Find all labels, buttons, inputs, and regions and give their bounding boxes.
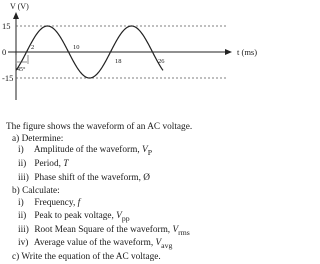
x-axis-label: t (ms) bbox=[237, 47, 258, 57]
item-symbol: V bbox=[155, 238, 162, 249]
question-text bbox=[6, 122, 250, 264]
part-a-item bbox=[6, 173, 250, 187]
phase-label: 45° bbox=[17, 67, 26, 73]
time-marker-26: 26 bbox=[158, 58, 165, 65]
x-axis-arrow bbox=[225, 49, 232, 55]
item-text: Average value of the waveform, bbox=[33, 238, 156, 249]
y-axis-arrow bbox=[13, 12, 19, 19]
part-a-item bbox=[6, 159, 250, 173]
item-text: Peak to peak voltage, bbox=[34, 211, 117, 222]
part-b-heading bbox=[6, 186, 250, 198]
item-text: Root Mean Square of the waveform, bbox=[34, 224, 173, 235]
item-symbol: T bbox=[63, 158, 69, 169]
part-b-item bbox=[6, 198, 250, 212]
y-tick-0: 0 bbox=[2, 47, 7, 57]
time-marker-18: 18 bbox=[115, 58, 122, 65]
time-marker-10: 10 bbox=[73, 44, 80, 51]
item-text: Phase shift of the waveform, Ø bbox=[34, 172, 150, 183]
item-symbol: V bbox=[116, 211, 122, 222]
part-b-item bbox=[6, 211, 250, 225]
item-marker: iii) bbox=[18, 172, 29, 183]
part-b-label: Calculate: bbox=[22, 186, 60, 197]
part-a-heading bbox=[6, 134, 250, 146]
item-subscript: rms bbox=[178, 227, 190, 237]
item-subscript: P bbox=[147, 148, 152, 158]
item-marker: i) bbox=[18, 145, 24, 156]
part-a-item bbox=[6, 145, 250, 159]
item-marker: ii) bbox=[18, 158, 27, 169]
part-a-label: Determine: bbox=[21, 133, 64, 144]
intro-sentence: The figure shows the waveform of an AC voltage. bbox=[6, 122, 193, 132]
y-axis-label: V (V) bbox=[10, 2, 29, 11]
y-tick-15: 15 bbox=[2, 21, 11, 31]
item-symbol: V bbox=[172, 224, 179, 235]
item-marker: iii) bbox=[18, 224, 29, 235]
part-b-item bbox=[6, 225, 250, 239]
item-subscript: pp bbox=[121, 214, 130, 224]
part-a-marker: a) bbox=[12, 133, 20, 144]
part-b-item bbox=[6, 238, 250, 252]
part-c-label: Write the equation of the AC voltage. bbox=[21, 252, 161, 263]
part-c bbox=[6, 252, 250, 264]
item-marker: iv) bbox=[18, 238, 29, 249]
part-b-marker: b) bbox=[12, 186, 20, 197]
waveform-figure bbox=[0, 0, 258, 120]
item-symbol: f bbox=[77, 197, 81, 208]
item-marker: i) bbox=[18, 197, 24, 208]
y-tick-minus-15: -15 bbox=[2, 73, 14, 83]
item-text: Amplitude of the waveform, bbox=[33, 145, 142, 156]
item-text: Period, bbox=[34, 158, 64, 169]
item-text: Frequency, bbox=[34, 197, 78, 208]
item-subscript: avg bbox=[161, 241, 173, 251]
item-symbol: V bbox=[142, 145, 148, 156]
part-c-marker: c) bbox=[12, 252, 20, 263]
time-marker-2: 2 bbox=[31, 44, 35, 51]
item-marker: ii) bbox=[18, 211, 27, 222]
